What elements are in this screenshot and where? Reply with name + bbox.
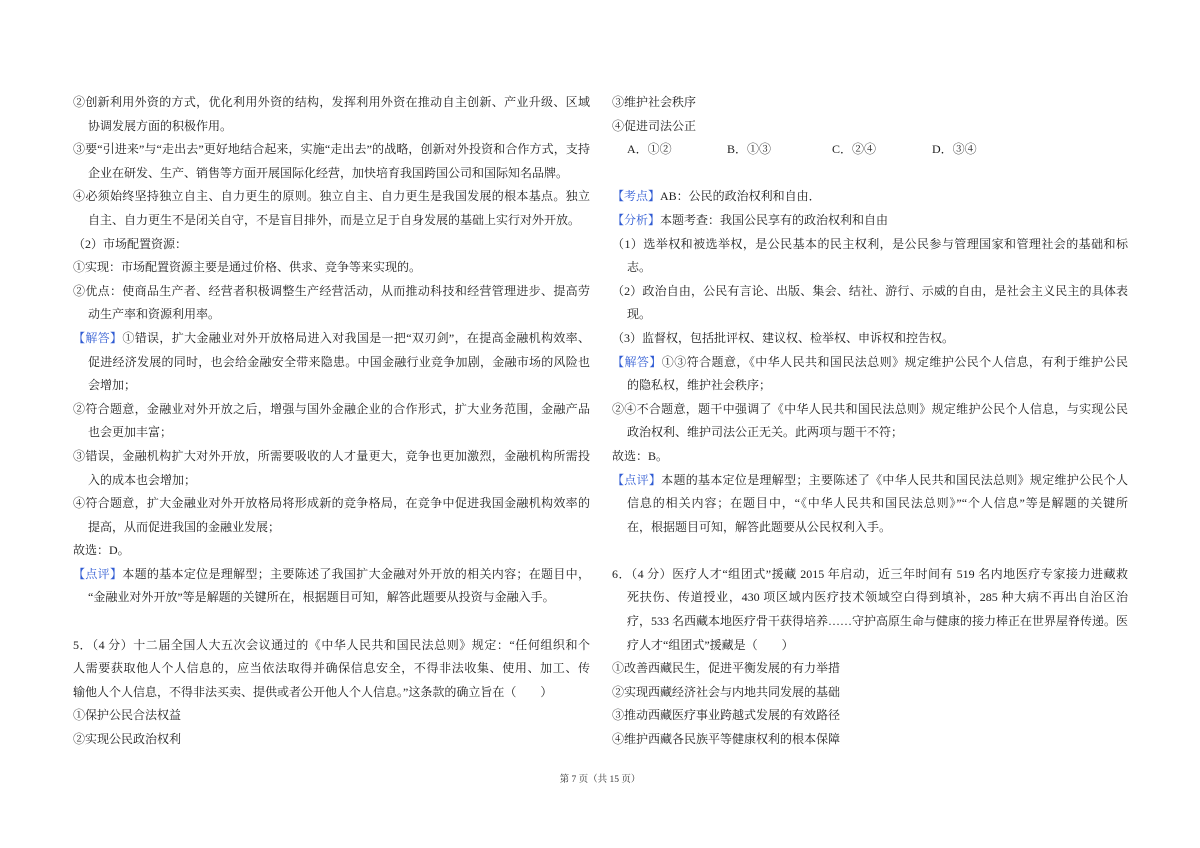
comment-line: “金融业对外开放”等是解题的关键所在，根据题目可知，解答此题要从投资与金融入手。 xyxy=(88,590,555,605)
analysis-line: 志。 xyxy=(627,260,652,275)
comment-line xyxy=(73,563,590,587)
answer-line: 也会更加丰富； xyxy=(88,425,173,440)
answer-line: 会增加； xyxy=(88,378,137,393)
comment-tag: 【点评】 xyxy=(73,566,123,581)
answer-tag: 【解答】 xyxy=(612,354,662,369)
answer-line xyxy=(612,351,1128,375)
question-5-options xyxy=(627,138,1128,162)
question-6-statement: ④维护西藏各民族平等健康权利的根本保障 xyxy=(612,732,841,747)
question-6-statement: ②实现西藏经济社会与内地共同发展的基础 xyxy=(612,684,841,699)
spacer xyxy=(73,610,590,634)
answer-line: ③错误，金融机构扩大对外开放，所需要吸收的人才量更大，竞争也更加激烈，金融机构所需投 xyxy=(73,448,590,463)
question-6-stem-line: 疗人才“组团式”援藏是（ ） xyxy=(627,637,794,652)
analysis-line: ①实现：市场配置资源主要是通过价格、供求、竞争等来实现的。 xyxy=(73,260,422,275)
option-d: D．③④ xyxy=(932,142,977,157)
kaodian-tag: 【考点】 xyxy=(612,189,661,204)
answer-line: 促进经济发展的同时，也会给金融安全带来隐患。中国金融行业竞争加剧，金融市场的风险也 xyxy=(88,354,590,369)
spacer xyxy=(612,539,1128,563)
analysis-line: （1）选举权和被选举权，是公民基本的民主权利，是公民参与管理国家和管理社会的基础和标 xyxy=(612,236,1128,251)
analysis-line: ④必须始终坚持独立自主、自力更生的原则。独立自主、自力更生是我国发展的根本基点。独立 xyxy=(73,189,590,204)
analysis-line: ③要“引进来”与“走出去”更好地结合起来，实施“走出去”的战略，创新对外投资和合作方式，支持 xyxy=(73,142,590,157)
answer-text: ①错误，扩大金融业对外开放格局进入对我国是一把“双刃剑”，在提高金融机构效率、 xyxy=(122,330,590,345)
comment-text: 本题的基本定位是理解型；主要陈述了我国扩大金融对外开放的相关内容；在题目中， xyxy=(122,566,590,581)
question-6-stem-line: 死扶伤、传道授业，430 项区域内医疗技术领域空白得到填补，285 种大病不再出自治区治 xyxy=(627,590,1128,605)
analysis-line: ②创新利用外资的方式，优化利用外资的结构，发挥利用外资在推动自主创新、产业升级、区域 xyxy=(73,95,590,109)
comment-line: 在，根据题目可知，解答此题要从公民权利入手。 xyxy=(627,519,892,534)
analysis-line: （2）市场配置资源： xyxy=(73,236,188,251)
analysis-line: 协调发展方面的积极作用。 xyxy=(88,118,233,133)
analysis-line: 企业在研发、生产、销售等方面开展国际化经营，加快培育我国跨国公司和国际知名品牌。 xyxy=(88,165,569,180)
answer-line: 提高，从而促进我国的金融业发展； xyxy=(88,519,281,534)
answer-line: ②④不合题意，题干中强调了《中华人民共和国民法总则》规定维护公民个人信息，与实现公民 xyxy=(612,401,1128,416)
analysis-line: ②优点：使商品生产者、经营者积极调整生产经营活动，从而推动科技和经营管理进步、提高劳 xyxy=(73,283,590,298)
spacer xyxy=(612,162,1128,186)
option-a: A．①② xyxy=(627,142,672,157)
analysis-line: 动生产率和资源利用率。 xyxy=(88,307,221,322)
answer-line xyxy=(73,327,590,351)
comment-line xyxy=(612,469,1128,493)
analysis-line: 自主、自力更生不是闭关自守，不是盲目排外，而是立足于自身发展的基础上实行对外开放。 xyxy=(88,212,581,227)
answer-line: 的隐私权，维护社会秩序； xyxy=(627,378,772,393)
answer-line: ④符合题意，扩大金融业对外开放格局将形成新的竞争格局，在竞争中促进我国金融机构效率的 xyxy=(73,496,590,511)
answer-tag: 【解答】 xyxy=(73,330,123,345)
analysis-tag: 【分析】 xyxy=(612,212,661,227)
question-5-statement: ②实现公民政治权利 xyxy=(73,732,182,747)
question-6-stem-line: 6．（4 分）医疗人才“组团式”援藏 2015 年启动，近三年时间有 519 名内地医疗专家接力进藏救 xyxy=(612,566,1128,581)
answer-line: ②符合题意，金融业对外开放之后，增强与国外金融企业的合作形式，扩大业务范围，金融产品 xyxy=(73,401,590,416)
question-6-statement: ①改善西藏民生，促进平衡发展的有力举措 xyxy=(612,661,841,676)
analysis-line xyxy=(612,209,1128,233)
analysis-line: （3）监督权，包括批评权、建议权、检举权、申诉权和控告权。 xyxy=(612,330,955,345)
question-5-stem-line: 5．（4 分）十二届全国人大五次会议通过的《中华人民共和国民法总则》规定：“任何组织和个 xyxy=(73,637,590,652)
right-column xyxy=(612,91,1128,752)
comment-tag: 【点评】 xyxy=(612,472,662,487)
analysis-line: （2）政治自由，公民有言论、出版、集会、结社、游行、示威的自由，是社会主义民主的具体表 xyxy=(612,283,1128,298)
question-5-stem-line: 输他人个人信息，不得非法买卖、提供或者公开他人个人信息。”这条款的确立旨在（ ） xyxy=(73,684,553,699)
kaodian-line xyxy=(612,185,1128,209)
question-5-statement: ④促进司法公正 xyxy=(612,118,697,133)
kaodian-text: AB：公民的政治权利和自由． xyxy=(660,189,821,204)
analysis-text: 本题考查：我国公民享有的政治权利和自由 xyxy=(660,212,889,227)
left-column xyxy=(73,91,590,752)
option-c: C．②④ xyxy=(832,142,877,157)
answer-line: 入的成本也会增加； xyxy=(88,472,197,487)
option-b: B．①③ xyxy=(727,142,772,157)
answer-choice: 故选：D。 xyxy=(73,543,130,558)
comment-text: 本题的基本定位是理解型；主要陈述了《中华人民共和国民法总则》规定维护公民个人 xyxy=(661,472,1128,487)
comment-line: 信息的相关内容；在题目中，“《中华人民共和国民法总则》”“个人信息”等是解题的关键所 xyxy=(627,496,1128,511)
answer-choice: 故选：B。 xyxy=(612,448,669,463)
question-5-statement: ①保护公民合法权益 xyxy=(73,708,182,723)
page-footer: 第 7 页（共 15 页） xyxy=(559,775,641,785)
answer-line: 政治权利、维护司法公正无关。此两项与题干不符； xyxy=(627,425,904,440)
question-6-stem-line: 疗，533 名西藏本地医疗骨干获得培养……守护高原生命与健康的接力棒正在世界屋脊传递。医 xyxy=(627,614,1128,629)
analysis-line: 现。 xyxy=(627,307,652,322)
question-5-stem-line: 人需要获取他人个人信息的，应当依法取得并确保信息安全，不得非法收集、使用、加工、传 xyxy=(73,661,590,676)
answer-text: ①③符合题意，《中华人民共和国民法总则》规定维护公民个人信息，有利于维护公民 xyxy=(661,354,1128,369)
question-5-statement: ③维护社会秩序 xyxy=(612,95,697,109)
question-6-statement: ③推动西藏医疗事业跨越式发展的有效路径 xyxy=(612,708,841,723)
